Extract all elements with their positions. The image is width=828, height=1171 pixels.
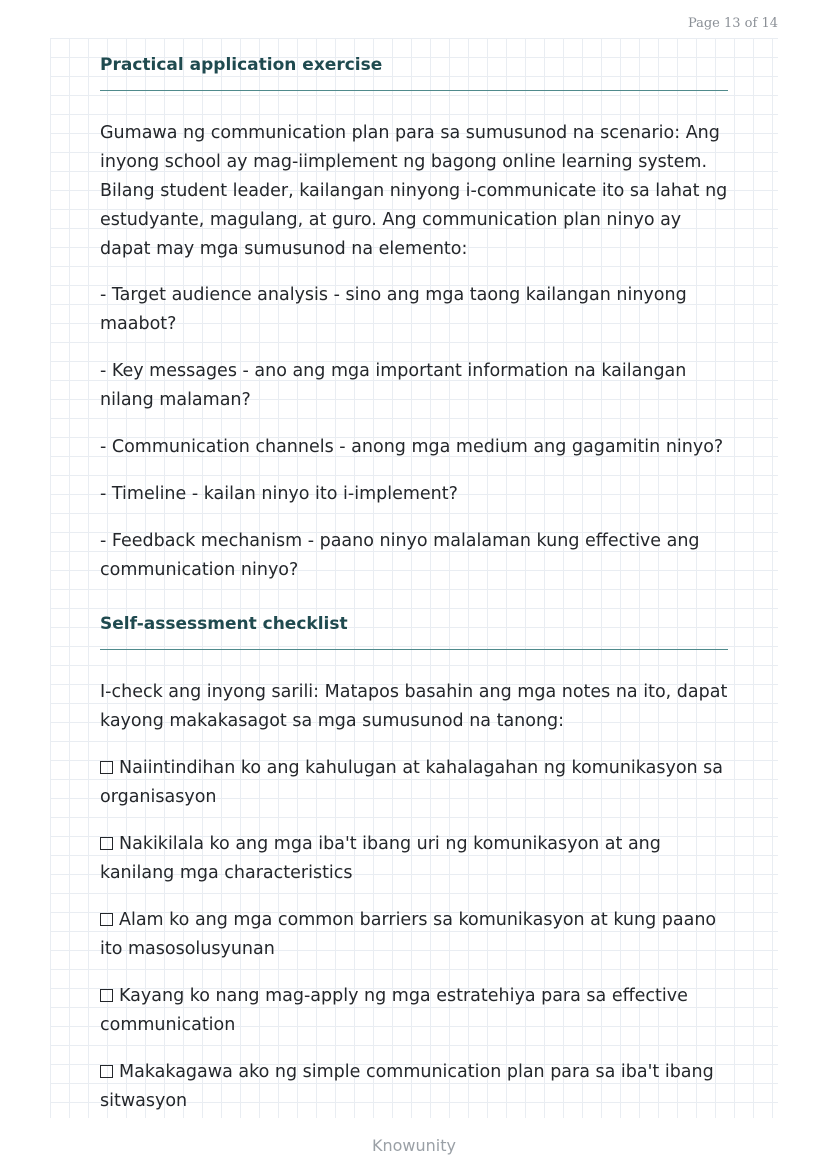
checklist-intro-paragraph: I-check ang inyong sarili: Matapos basahin ang mga notes na ito, dapat kayong makakasagot sa mga sumusunod na tanong: bbox=[100, 682, 728, 731]
exercise-item: - Feedback mechanism - paano ninyo malalaman kung effective ang communication ninyo? bbox=[100, 531, 700, 580]
page-content bbox=[100, 52, 728, 1116]
checkbox-icon[interactable] bbox=[100, 1065, 113, 1078]
checklist-item bbox=[100, 1058, 728, 1116]
checkbox-icon[interactable] bbox=[100, 761, 113, 774]
exercise-item: - Communication channels - anong mga medium ang gagamitin ninyo? bbox=[100, 437, 724, 457]
checklist-item-text: Makakagawa ako ng simple communication plan para sa iba't ibang sitwasyon bbox=[100, 1062, 714, 1111]
exercise-item: - Target audience analysis - sino ang mga taong kailangan ninyong maabot? bbox=[100, 285, 687, 334]
checklist-item bbox=[100, 906, 728, 964]
checklist-item bbox=[100, 754, 728, 812]
page-number: Page 13 of 14 bbox=[687, 16, 778, 31]
checklist-item bbox=[100, 830, 728, 888]
section-heading-self-assessment: Self-assessment checklist bbox=[100, 611, 728, 650]
checklist-item-text: Naiintindihan ko ang kahulugan at kahalagahan ng komunikasyon sa organisasyon bbox=[100, 758, 724, 807]
checklist-item-text: Nakikilala ko ang mga iba't ibang uri ng komunikasyon at ang kanilang mga characteristics bbox=[100, 834, 661, 883]
checkbox-icon[interactable] bbox=[100, 913, 113, 926]
checklist-item bbox=[100, 982, 728, 1040]
checklist-item-text: Alam ko ang mga common barriers sa komunikasyon at kung paano ito masosolusyunan bbox=[100, 910, 717, 959]
exercise-intro-paragraph: Gumawa ng communication plan para sa sumusunod na scenario: Ang inyong school ay mag-iimplement ng bagong online learning system. Bilang student leader, kailangan ninyong i-communicate ito sa lahat ng estudyante, magulang, at guro. Ang communication plan ninyo ay dapat may mga sumusunod na elemento: bbox=[100, 123, 728, 259]
exercise-item: - Key messages - ano ang mga important information na kailangan nilang malaman? bbox=[100, 361, 687, 410]
exercise-item: - Timeline - kailan ninyo ito i-implement? bbox=[100, 484, 458, 504]
checkbox-icon[interactable] bbox=[100, 837, 113, 850]
section-heading-practical-application: Practical application exercise bbox=[100, 52, 728, 91]
checkbox-icon[interactable] bbox=[100, 989, 113, 1002]
footer-brand: Knowunity bbox=[372, 1136, 456, 1155]
checklist-item-text: Kayang ko nang mag-apply ng mga estratehiya para sa effective communication bbox=[100, 986, 688, 1035]
